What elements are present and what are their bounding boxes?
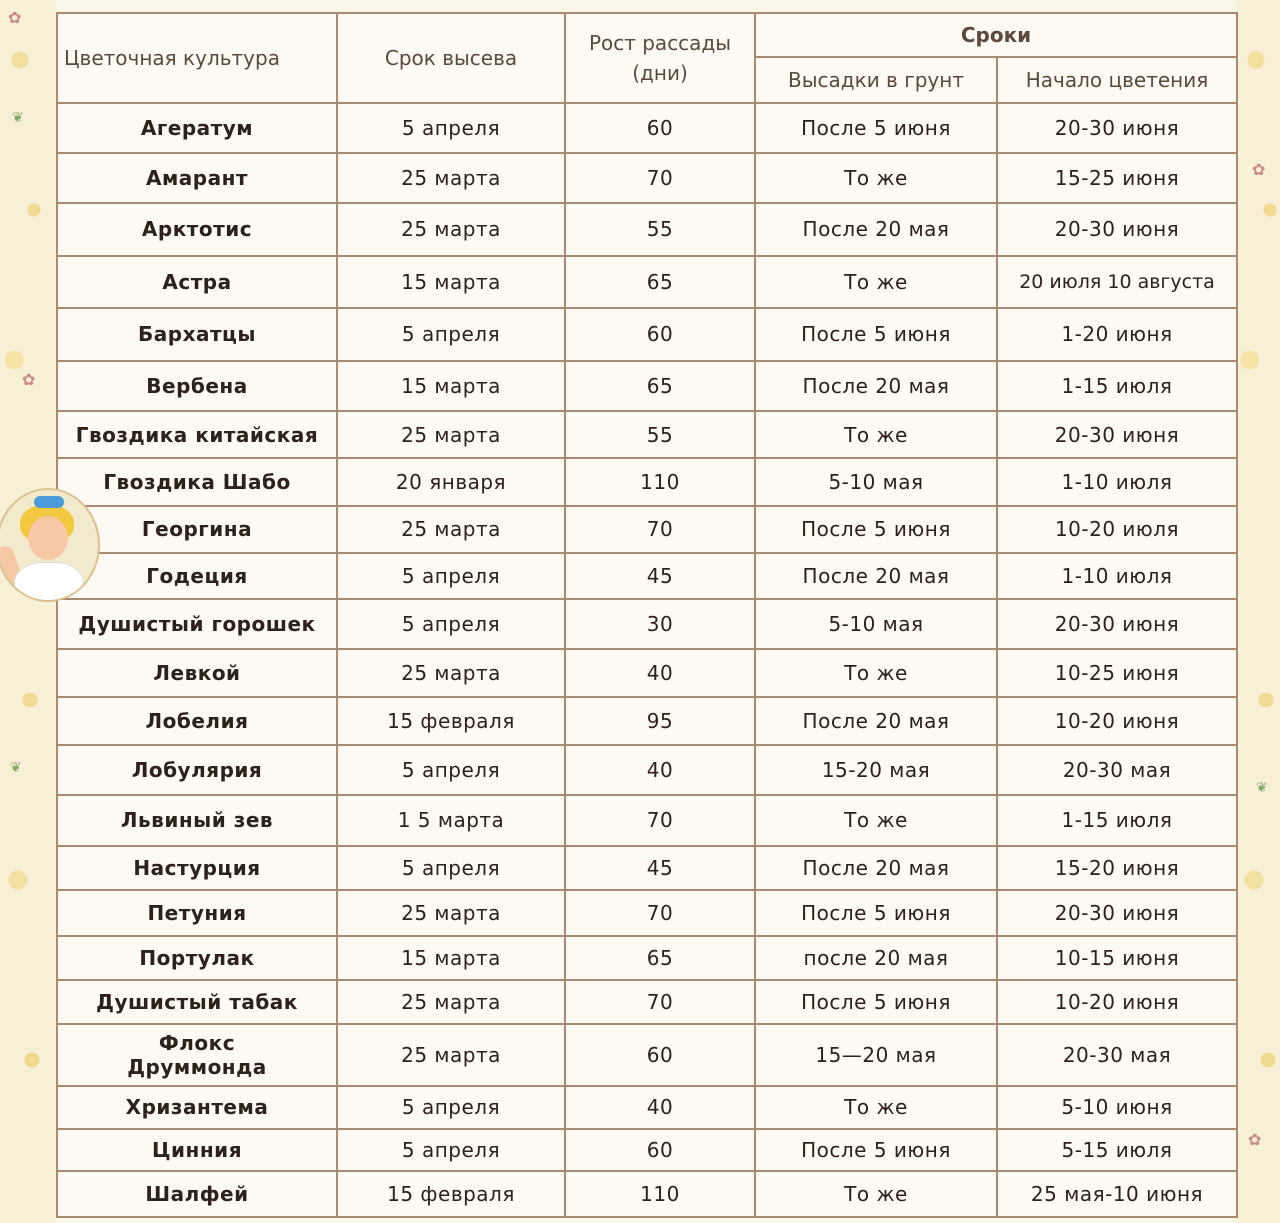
crop-name: Цинния <box>57 1129 337 1171</box>
flowering-date: 1-20 июня <box>997 308 1237 361</box>
flowering-date: 20-30 июня <box>997 599 1237 649</box>
floral-border-left <box>0 0 56 1223</box>
table-row <box>57 458 1237 506</box>
seedling-days: 65 <box>565 936 755 980</box>
table-row <box>57 1024 1237 1086</box>
sowing-date: 5 апреля <box>337 745 565 795</box>
planting-date: 15—20 мая <box>755 1024 997 1086</box>
sowing-date: 5 апреля <box>337 103 565 153</box>
seedling-days: 45 <box>565 553 755 599</box>
planting-date: То же <box>755 1171 997 1217</box>
table-row <box>57 980 1237 1024</box>
flowering-date: 20-30 июня <box>997 890 1237 936</box>
table-row <box>57 553 1237 599</box>
planting-date: 5-10 мая <box>755 458 997 506</box>
planting-date: После 5 июня <box>755 890 997 936</box>
table-row <box>57 936 1237 980</box>
crop-name: Душистый горошек <box>57 599 337 649</box>
seedling-days: 40 <box>565 649 755 697</box>
table-row <box>57 599 1237 649</box>
seedling-days: 65 <box>565 361 755 411</box>
sowing-date: 25 марта <box>337 153 565 203</box>
leaf-icon: ❦ <box>1256 780 1268 796</box>
header-terms: Сроки <box>755 13 1237 57</box>
floral-border-right <box>1236 0 1280 1223</box>
crop-name: Львиный зев <box>57 795 337 845</box>
flower-icon: ✿ <box>1248 1130 1262 1149</box>
flowering-date: 20-30 июня <box>997 203 1237 255</box>
sowing-date: 5 апреля <box>337 846 565 890</box>
sowing-date: 5 апреля <box>337 1129 565 1171</box>
table-row <box>57 203 1237 255</box>
crop-name: Флокс Друммонда <box>57 1024 337 1086</box>
seedling-days: 60 <box>565 308 755 361</box>
crop-name: Вербена <box>57 361 337 411</box>
sowing-table <box>56 12 1238 1218</box>
sowing-date: 1 5 марта <box>337 795 565 845</box>
crop-name: Шалфей <box>57 1171 337 1217</box>
table-row <box>57 1171 1237 1217</box>
seedling-days: 65 <box>565 256 755 308</box>
sowing-date: 5 апреля <box>337 599 565 649</box>
sowing-date: 20 января <box>337 458 565 506</box>
flower-icon: ✿ <box>8 8 22 27</box>
crop-name: Петуния <box>57 890 337 936</box>
planting-date: После 20 мая <box>755 697 997 745</box>
seedling-days: 60 <box>565 1024 755 1086</box>
seedling-days: 70 <box>565 890 755 936</box>
flowering-date: 5-10 июня <box>997 1086 1237 1128</box>
table-row <box>57 506 1237 552</box>
crop-name: Астра <box>57 256 337 308</box>
header-crop: Цветочная культура <box>57 13 337 103</box>
seedling-days: 60 <box>565 1129 755 1171</box>
avatar <box>0 488 100 602</box>
seedling-days: 110 <box>565 1171 755 1217</box>
seedling-days: 30 <box>565 599 755 649</box>
crop-name: Амарант <box>57 153 337 203</box>
crop-name: Душистый табак <box>57 980 337 1024</box>
sowing-date: 25 марта <box>337 506 565 552</box>
sowing-date: 5 апреля <box>337 308 565 361</box>
header-seedling: Рост рассады (дни) <box>565 13 755 103</box>
crop-name: Портулак <box>57 936 337 980</box>
sowing-date: 15 марта <box>337 361 565 411</box>
seedling-days: 55 <box>565 411 755 458</box>
planting-date: То же <box>755 795 997 845</box>
table-row <box>57 697 1237 745</box>
flowering-date: 1-15 июля <box>997 361 1237 411</box>
crop-name: Бархатцы <box>57 308 337 361</box>
table-row <box>57 361 1237 411</box>
sowing-date: 25 марта <box>337 980 565 1024</box>
crop-name: Агератум <box>57 103 337 153</box>
table-row <box>57 308 1237 361</box>
planting-date: После 5 июня <box>755 1129 997 1171</box>
sowing-date: 25 марта <box>337 1024 565 1086</box>
seedling-days: 70 <box>565 153 755 203</box>
seedling-days: 70 <box>565 980 755 1024</box>
seedling-days: 40 <box>565 745 755 795</box>
flower-icon: ✿ <box>22 370 36 389</box>
flowering-date: 10-15 июня <box>997 936 1237 980</box>
crop-name: Левкой <box>57 649 337 697</box>
sowing-date: 15 февраля <box>337 1171 565 1217</box>
planting-date: После 20 мая <box>755 361 997 411</box>
planting-date: После 20 мая <box>755 553 997 599</box>
crop-name: Лобулярия <box>57 745 337 795</box>
sowing-date: 5 апреля <box>337 1086 565 1128</box>
header-flowering: Начало цветения <box>997 57 1237 103</box>
planting-date: То же <box>755 153 997 203</box>
seedling-days: 40 <box>565 1086 755 1128</box>
flowering-date: 10-25 июня <box>997 649 1237 697</box>
crop-name: Настурция <box>57 846 337 890</box>
planting-date: После 5 июня <box>755 308 997 361</box>
crop-name: Годеция <box>57 553 337 599</box>
flowering-date: 10-20 июня <box>997 697 1237 745</box>
flower-icon: ✿ <box>1252 160 1266 179</box>
seedling-days: 95 <box>565 697 755 745</box>
sowing-calendar <box>56 12 1236 1218</box>
flowering-date: 20-30 мая <box>997 1024 1237 1086</box>
seedling-days: 55 <box>565 203 755 255</box>
table-row <box>57 890 1237 936</box>
crop-name: Хризантема <box>57 1086 337 1128</box>
crop-name: Гвоздика китайская <box>57 411 337 458</box>
seedling-days: 60 <box>565 103 755 153</box>
table-row <box>57 846 1237 890</box>
planting-date: То же <box>755 649 997 697</box>
crop-name: Гвоздика Шабо <box>57 458 337 506</box>
crop-name: Арктотис <box>57 203 337 255</box>
planting-date: То же <box>755 256 997 308</box>
table-row <box>57 745 1237 795</box>
seedling-days: 70 <box>565 795 755 845</box>
flowering-date: 15-20 июня <box>997 846 1237 890</box>
flowering-date: 20-30 июня <box>997 411 1237 458</box>
seedling-days: 45 <box>565 846 755 890</box>
leaf-icon: ❦ <box>12 110 24 126</box>
planting-date: То же <box>755 1086 997 1128</box>
sowing-date: 15 марта <box>337 256 565 308</box>
planting-date: 15-20 мая <box>755 745 997 795</box>
sowing-date: 25 марта <box>337 890 565 936</box>
seedling-days: 110 <box>565 458 755 506</box>
flowering-date: 5-15 июля <box>997 1129 1237 1171</box>
sowing-date: 25 марта <box>337 411 565 458</box>
crop-name: Лобелия <box>57 697 337 745</box>
leaf-icon: ❦ <box>10 760 22 776</box>
table-row <box>57 256 1237 308</box>
flowering-date: 10-20 июля <box>997 506 1237 552</box>
sowing-date: 25 марта <box>337 649 565 697</box>
table-row <box>57 795 1237 845</box>
table-row <box>57 1086 1237 1128</box>
flowering-date: 1-15 июля <box>997 795 1237 845</box>
sowing-date: 15 марта <box>337 936 565 980</box>
header-sowing: Срок высева <box>337 13 565 103</box>
flowering-date: 1-10 июля <box>997 458 1237 506</box>
planting-date: После 20 мая <box>755 846 997 890</box>
flowering-date: 20-30 июня <box>997 103 1237 153</box>
seedling-days: 70 <box>565 506 755 552</box>
flowering-date: 15-25 июня <box>997 153 1237 203</box>
planting-date: После 5 июня <box>755 980 997 1024</box>
planting-date: 5-10 мая <box>755 599 997 649</box>
flowering-date: 20 июля 10 августа <box>997 256 1237 308</box>
table-row <box>57 153 1237 203</box>
table-row <box>57 649 1237 697</box>
sowing-date: 25 марта <box>337 203 565 255</box>
planting-date: То же <box>755 411 997 458</box>
flowering-date: 25 мая-10 июня <box>997 1171 1237 1217</box>
table-row <box>57 103 1237 153</box>
planting-date: После 5 июня <box>755 506 997 552</box>
crop-name: Георгина <box>57 506 337 552</box>
flowering-date: 10-20 июня <box>997 980 1237 1024</box>
planting-date: После 20 мая <box>755 203 997 255</box>
planting-date: после 20 мая <box>755 936 997 980</box>
sowing-date: 5 апреля <box>337 553 565 599</box>
flowering-date: 1-10 июля <box>997 553 1237 599</box>
table-row <box>57 1129 1237 1171</box>
table-row <box>57 411 1237 458</box>
sowing-date: 15 февраля <box>337 697 565 745</box>
flowering-date: 20-30 мая <box>997 745 1237 795</box>
planting-date: После 5 июня <box>755 103 997 153</box>
header-planting: Высадки в грунт <box>755 57 997 103</box>
